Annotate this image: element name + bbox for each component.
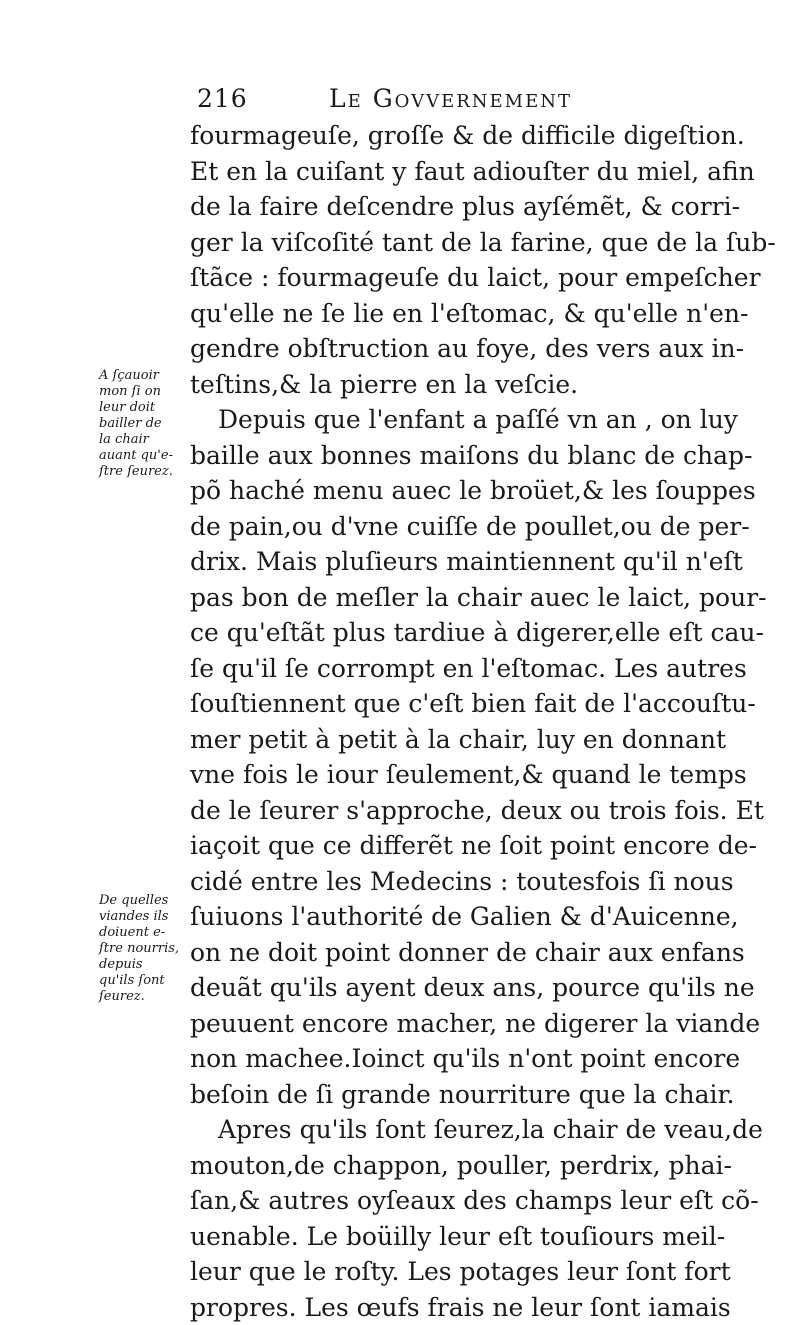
text-line: peuuent encore macher, ne digerer la viande [190, 1006, 658, 1042]
text-line: gendre obſtruction au foye, des vers aux in- [190, 331, 658, 367]
text-line: fourmageuſe, groſſe & de difficile digeſtion. [190, 118, 658, 154]
text-line: vne fois le iour ſeulement,& quand le temps [190, 757, 658, 793]
text-line: ce qu'eſtãt plus tardiue à digerer,elle eſt cau- [190, 615, 658, 651]
text-line: Apres qu'ils ſont ſeurez,la chair de veau,de [190, 1112, 658, 1148]
text-line: Et en la cuiſant y faut adiouſter du miel, afin [190, 154, 658, 190]
text-line: de la faire deſcendre plus ayſémẽt, & corri- [190, 189, 658, 225]
text-line: deuãt qu'ils ayent deux ans, pource qu'ils ne [190, 970, 658, 1006]
text-line: de pain,ou d'vne cuiſſe de poullet,ou de per- [190, 509, 658, 545]
text-line: qu'elle ne ſe lie en l'eſtomac, & qu'elle n'en- [190, 296, 658, 332]
running-title: Le Govvernement [329, 84, 572, 113]
margin-note-weaning-meat [99, 368, 189, 480]
text-line: beſoin de ſi grande nourriture que la chair. [190, 1077, 658, 1113]
margin-note-line: ſtre nourris, [99, 941, 189, 957]
margin-note-line: leur doit [99, 400, 189, 416]
margin-note-foods-after-weaning [99, 893, 189, 1005]
margin-note-line: bailler de [99, 416, 189, 432]
margin-note-line: qu'ils ſont [99, 973, 189, 989]
text-line: uenable. Le boüilly leur eſt touſiours meil- [190, 1219, 658, 1255]
text-line: on ne doit point donner de chair aux enfans [190, 935, 658, 971]
text-line: leur que le roſty. Les potages leur ſont fort [190, 1254, 658, 1290]
text-line: põ haché menu auec le broüet,& les ſouppes [190, 473, 658, 509]
text-line: drix. Mais pluſieurs maintiennent qu'il n'eſt [190, 544, 658, 580]
page-body-text [190, 118, 658, 1325]
text-line: cidé entre les Medecins : toutesfois ſi nous [190, 864, 658, 900]
page-number: 216 [197, 84, 248, 113]
margin-note-line: depuis [99, 957, 189, 973]
text-line: non machee.Ioinct qu'ils n'ont point encore [190, 1041, 658, 1077]
text-line: teſtins,& la pierre en la veſcie. [190, 367, 658, 403]
margin-note-line: viandes ils [99, 909, 189, 925]
text-line: ſuiuons l'authorité de Galien & d'Auicenne, [190, 899, 658, 935]
text-line: ſan,& autres oyſeaux des champs leur eſt cõ- [190, 1183, 658, 1219]
text-line: propres. Les œufs frais ne leur ſont iamais [190, 1290, 658, 1325]
text-line: mouton,de chappon, pouller, perdrix, phai- [190, 1148, 658, 1184]
text-line: ger la viſcoſité tant de la farine, que de la ſub- [190, 225, 658, 261]
text-line: baille aux bonnes maiſons du blanc de chap- [190, 438, 658, 474]
margin-note-line: A ſçauoir [99, 368, 189, 384]
margin-note-line: De quelles [99, 893, 189, 909]
text-line: ſouſtiennent que c'eſt bien fait de l'accouſtu- [190, 686, 658, 722]
text-line: mer petit à petit à la chair, luy en donnant [190, 722, 658, 758]
margin-note-line: auant qu'e- [99, 448, 189, 464]
text-line: Depuis que l'enfant a paſſé vn an , on luy [190, 402, 658, 438]
margin-note-line: la chair [99, 432, 189, 448]
text-line: ſe qu'il ſe corrompt en l'eſtomac. Les autres [190, 651, 658, 687]
text-line: ſtãce : fourmageuſe du laict, pour empeſcher [190, 260, 658, 296]
margin-note-line: doiuent e- [99, 925, 189, 941]
margin-note-line: ſeurez. [99, 989, 189, 1005]
text-line: pas bon de meſler la chair auec le laict, pour- [190, 580, 658, 616]
margin-note-line: mon ſi on [99, 384, 189, 400]
text-line: iaçoit que ce differẽt ne ſoit point encore de- [190, 828, 658, 864]
text-line: de le ſeurer s'approche, deux ou trois fois. Et [190, 793, 658, 829]
margin-note-line: ſtre ſeurez. [99, 464, 189, 480]
